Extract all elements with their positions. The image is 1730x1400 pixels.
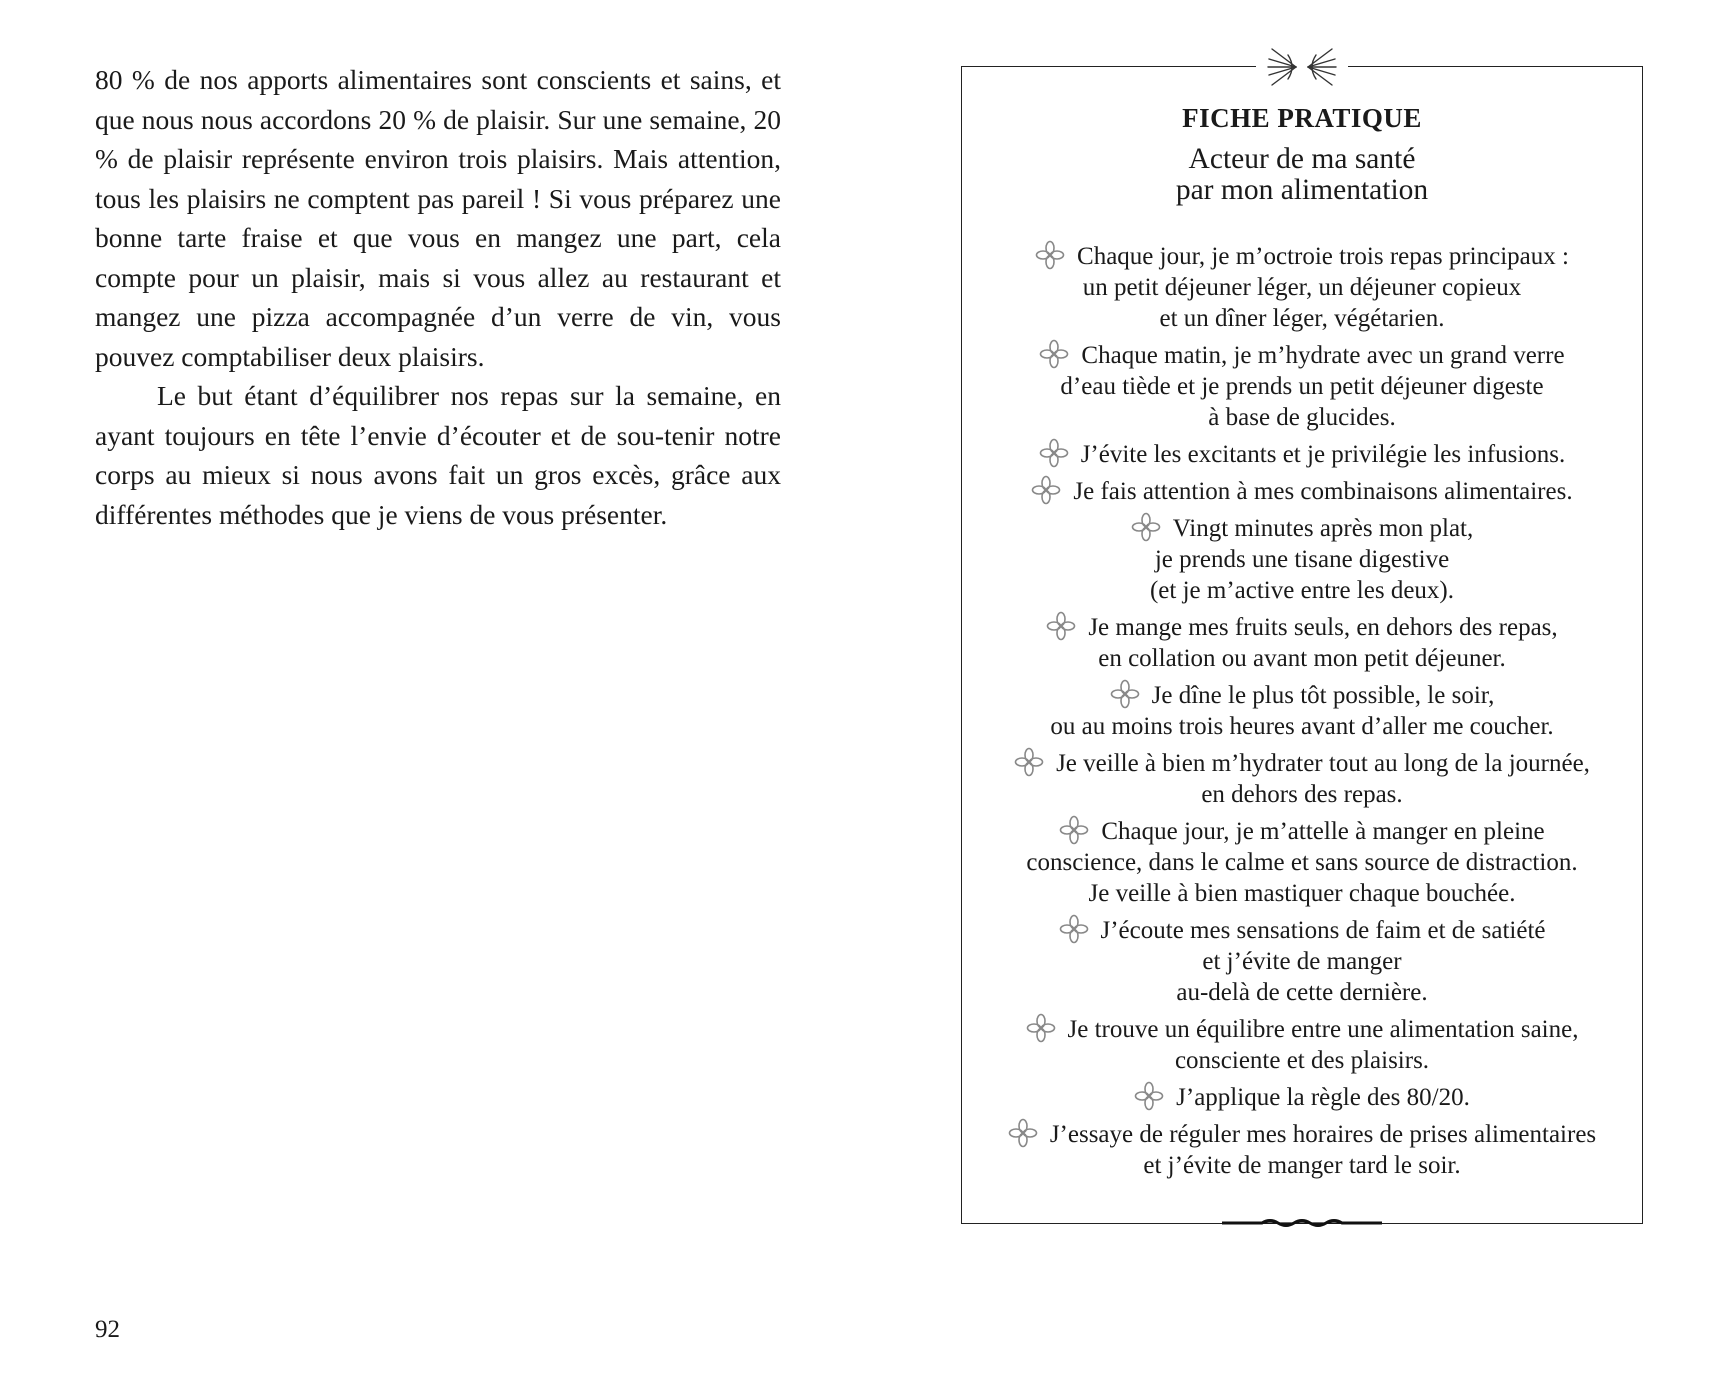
paragraph-line: pas pareil ! Si vous préparez une bonne tarte fraise et xyxy=(95,182,781,253)
fiche-item-line xyxy=(980,575,1624,606)
four-petal-flower-icon xyxy=(1059,914,1089,944)
paragraph-line: sains, et que nous nous accordons 20 % de plaisir. Sur xyxy=(95,64,781,135)
fiche-item-line xyxy=(980,512,1624,544)
fiche-item-line xyxy=(980,711,1624,742)
fiche-item-line xyxy=(980,977,1624,1008)
fiche-item-line xyxy=(980,371,1624,402)
fiche-item-line xyxy=(980,747,1624,779)
fiche-item-line xyxy=(980,914,1624,946)
fiche-item-text: Vingt minutes après mon plat, xyxy=(1172,515,1474,542)
fiche-item-text: Chaque jour, je m’octroie trois repas principaux : xyxy=(1077,243,1569,270)
four-petal-flower-icon xyxy=(1039,339,1069,369)
paragraph-line: 80 % de nos apports alimentaires sont conscients et xyxy=(95,64,690,95)
fiche-item-line xyxy=(980,878,1624,909)
paragraph-line: pizza accompagnée d’un verre de vin, vous pouvez xyxy=(95,301,781,372)
paragraph-line: comptabiliser deux plaisirs. xyxy=(181,340,485,372)
fiche-item-text: et j’évite de manger xyxy=(1202,948,1402,975)
fiche-item-text: consciente et des plaisirs. xyxy=(1174,1047,1430,1074)
fiche-item-text: au-delà de cette dernière. xyxy=(1176,979,1428,1006)
fiche-item-text: un petit déjeuner léger, un déjeuner copieux xyxy=(1082,274,1522,301)
four-petal-flower-icon xyxy=(1026,1013,1056,1043)
fiche-item xyxy=(980,1081,1624,1113)
fiche-item-line xyxy=(980,544,1624,575)
four-petal-flower-icon xyxy=(1131,512,1161,542)
fiche-item-line xyxy=(980,402,1624,433)
fiche-item-line xyxy=(980,779,1624,810)
paragraph-line: plaisirs. Mais attention, tous les plaisirs ne comptent xyxy=(95,143,781,214)
fiche-item-line xyxy=(980,611,1624,643)
fiche-pratique-box xyxy=(961,66,1643,1224)
four-petal-flower-icon xyxy=(1031,475,1061,505)
fiche-item xyxy=(980,438,1624,470)
fiche-item xyxy=(980,512,1624,606)
fiche-title: FICHE PRATIQUE xyxy=(1182,103,1422,133)
fiche-item-text: J’essaye de réguler mes horaires de prises alimentaires xyxy=(1049,1121,1597,1148)
fiche-item-line xyxy=(980,1150,1624,1181)
fiche-item-line xyxy=(980,438,1624,470)
four-petal-flower-icon xyxy=(1039,438,1069,468)
wave-ornament-icon xyxy=(1222,1215,1382,1231)
paragraph-line: excès, grâce aux différentes méthodes que je viens de xyxy=(95,459,781,530)
paragraph-line: en ayant toujours en tête l’envie d’écouter et de sou- xyxy=(95,380,781,451)
paragraph-line: une semaine, 20 % de plaisir représente environ trois xyxy=(95,103,781,174)
fiche-item xyxy=(980,475,1624,507)
paragraph-line: tenir notre corps au mieux si nous avons fait un gros xyxy=(95,419,781,490)
starburst-ornament-icon xyxy=(1256,45,1348,89)
fiche-item xyxy=(980,611,1624,674)
page-number: 92 xyxy=(95,1316,120,1343)
left-page xyxy=(95,60,781,534)
four-petal-flower-icon xyxy=(1035,240,1065,270)
fiche-item-line xyxy=(980,946,1624,977)
fiche-item-text: et un dîner léger, végétarien. xyxy=(1159,305,1445,332)
fiche-item-text: d’eau tiède et je prends un petit déjeuner digeste xyxy=(1060,373,1544,400)
body-paragraph xyxy=(95,376,781,534)
fiche-item xyxy=(980,1118,1624,1181)
fiche-item-line xyxy=(980,815,1624,847)
four-petal-flower-icon xyxy=(1008,1118,1038,1148)
fiche-subtitle-line: par mon alimentation xyxy=(1175,174,1429,206)
fiche-item-line xyxy=(980,1045,1624,1076)
fiche-item xyxy=(980,679,1624,742)
fiche-item-text: conscience, dans le calme et sans source de distraction. xyxy=(1026,849,1578,876)
fiche-item-line xyxy=(980,475,1624,507)
fiche-item-line xyxy=(980,240,1624,272)
four-petal-flower-icon xyxy=(1046,611,1076,641)
four-petal-flower-icon xyxy=(1110,679,1140,709)
fiche-item-text: (et je m’active entre les deux). xyxy=(1149,577,1455,604)
fiche-item-list xyxy=(962,240,1642,1181)
fiche-item-text: J’évite les excitants et je privilégie les infusions. xyxy=(1080,441,1566,468)
fiche-item-text: Je veille à bien m’hydrater tout au long de la journée, xyxy=(1056,750,1590,777)
fiche-item-text: Je veille à bien mastiquer chaque bouchée. xyxy=(1088,880,1516,907)
fiche-item-text: Je trouve un équilibre entre une alimentation saine, xyxy=(1067,1016,1579,1043)
four-petal-flower-icon xyxy=(1134,1081,1164,1111)
fiche-item-text: ou au moins trois heures avant d’aller me coucher. xyxy=(1050,713,1554,740)
fiche-item-line xyxy=(980,643,1624,674)
fiche-item xyxy=(980,914,1624,1008)
fiche-item-text: Je fais attention à mes combinaisons alimentaires. xyxy=(1073,478,1573,505)
four-petal-flower-icon xyxy=(1059,815,1089,845)
fiche-item-text: Je dîne le plus tôt possible, le soir, xyxy=(1151,682,1495,709)
fiche-item-text: Chaque jour, je m’attelle à manger en pleine xyxy=(1101,818,1545,845)
fiche-item-text: en dehors des repas. xyxy=(1201,781,1403,808)
fiche-item-text: Chaque matin, je m’hydrate avec un grand verre xyxy=(1081,342,1565,369)
fiche-item-text: je prends une tisane digestive xyxy=(1154,546,1450,573)
paragraph-line: vous présenter. xyxy=(502,498,668,530)
fiche-item-line xyxy=(980,847,1624,878)
fiche-item xyxy=(980,747,1624,810)
fiche-item-text: Je mange mes fruits seuls, en dehors des repas, xyxy=(1088,614,1558,641)
four-petal-flower-icon xyxy=(1014,747,1044,777)
fiche-item-line xyxy=(980,1118,1624,1150)
fiche-item-text: à base de glucides. xyxy=(1208,404,1396,431)
fiche-item-line xyxy=(980,303,1624,334)
fiche-item-text: en collation ou avant mon petit déjeuner. xyxy=(1098,645,1506,672)
fiche-item-text: et j’évite de manger tard le soir. xyxy=(1143,1152,1461,1179)
fiche-subtitle-line: Acteur de ma santé xyxy=(1188,143,1416,175)
fiche-item xyxy=(980,339,1624,433)
paragraph-line: plaisir, mais si vous allez au restaurant et mangez une xyxy=(95,261,781,332)
fiche-item-line xyxy=(980,1081,1624,1113)
fiche-subtitle xyxy=(962,144,1642,206)
fiche-item-line xyxy=(980,1013,1624,1045)
body-paragraph xyxy=(95,60,781,376)
fiche-item-text: J’écoute mes sensations de faim et de satiété xyxy=(1100,917,1546,944)
fiche-item xyxy=(980,1013,1624,1076)
fiche-item-line xyxy=(980,679,1624,711)
fiche-item-line xyxy=(980,339,1624,371)
paragraph-line: que vous en mangez une part, cela compte pour un xyxy=(95,222,781,293)
fiche-item-text: J’applique la règle des 80/20. xyxy=(1176,1084,1470,1111)
fiche-item xyxy=(980,815,1624,909)
fiche-item xyxy=(980,240,1624,334)
fiche-item-line xyxy=(980,272,1624,303)
paragraph-line: Le but étant d’équilibrer nos repas sur la semaine, xyxy=(157,380,756,411)
